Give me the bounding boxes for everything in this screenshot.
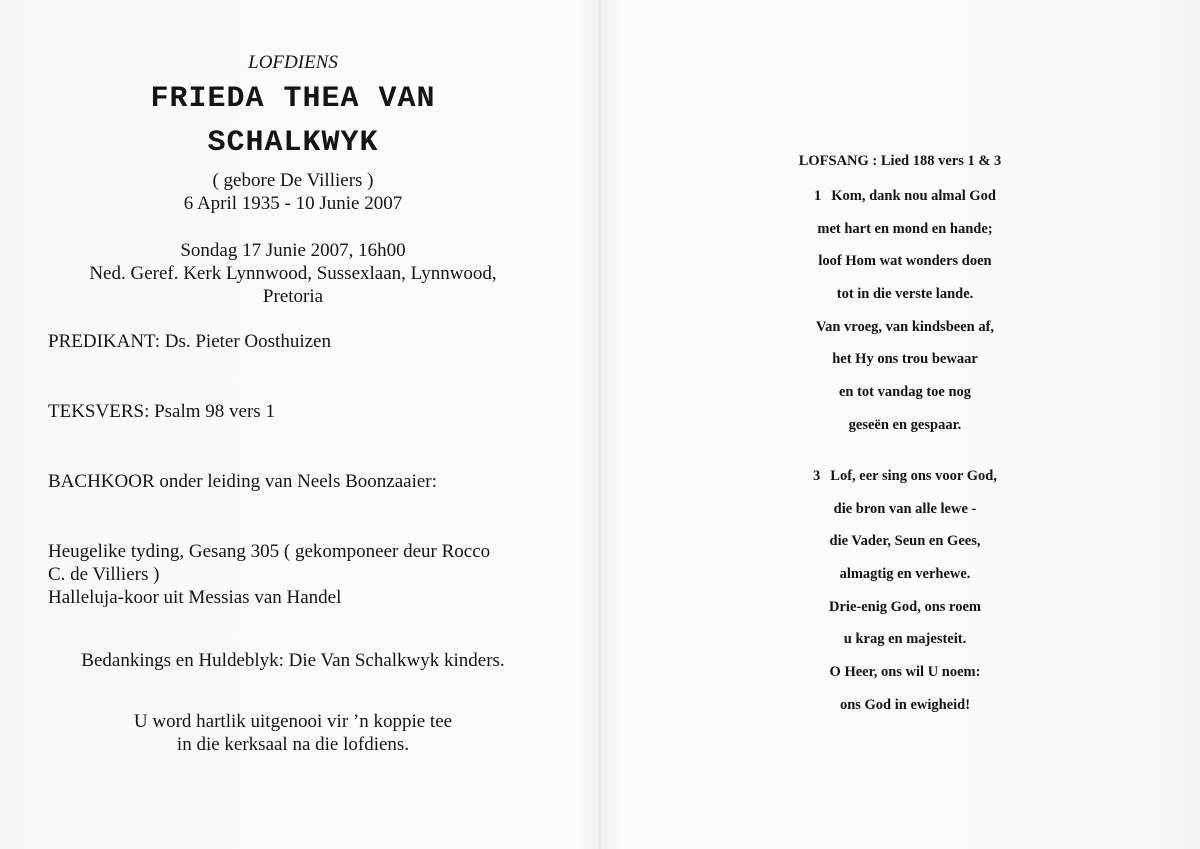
verse-line: O Heer, ons wil U noem: xyxy=(829,664,981,681)
verse-line: ons God in ewigheid! xyxy=(839,696,971,713)
verse-line: tot in die verste lande. xyxy=(836,286,974,303)
music-line: C. de Villiers ) xyxy=(48,564,160,585)
verse-line: het Hy ons trou bewaar xyxy=(832,351,978,368)
verse-line: die bron van alle lewe - xyxy=(833,500,977,517)
service-venue: Ned. Geref. Kerk Lynnwood, Sussexlaan, Lynnwood, xyxy=(89,263,497,284)
verse-line: almagtig en verhewe. xyxy=(839,566,971,583)
predikant-line: PREDIKANT: Ds. Pieter Oosthuizen xyxy=(48,331,331,352)
verse-line: 1 Kom, dank nou almal God xyxy=(813,188,997,204)
verse-line: u krag en majesteit. xyxy=(843,631,967,648)
verse-line: die Vader, Seun en Gees, xyxy=(829,533,981,550)
invitation-line: in die kerksaal na die lofdiens. xyxy=(176,734,410,755)
verse-line: met hart en mond en hande; xyxy=(817,220,993,237)
thanks-line: Bedankings en Huldeblyk: Die Van Schalkwyk kinders. xyxy=(81,650,505,671)
right-page xyxy=(600,0,1200,849)
life-dates: 6 April 1935 - 10 Junie 2007 xyxy=(183,193,403,214)
verse-number: 1 xyxy=(813,188,822,204)
verse-line: loof Hom wat wonders doen xyxy=(818,253,992,270)
invitation-line: U word hartlik uitgenooi vir ’n koppie tee xyxy=(133,711,453,732)
music-line: Halleluja-koor uit Messias van Handel xyxy=(48,587,342,608)
maiden-name: ( gebore De Villiers ) xyxy=(212,170,374,191)
service-city: Pretoria xyxy=(262,286,324,307)
teksvers-line: TEKSVERS: Psalm 98 vers 1 xyxy=(48,401,275,422)
hymn-verse-3 xyxy=(600,466,1200,728)
verse-line: Drie-enig God, ons roem xyxy=(829,598,981,615)
hymn-verse-1 xyxy=(600,186,1200,448)
verse-line: 3 Lof, eer sing ons voor God, xyxy=(813,468,997,484)
verse-line: Van vroeg, van kindsbeen af, xyxy=(815,318,995,335)
service-date: Sondag 17 Junie 2007, 16h00 xyxy=(180,240,406,261)
verse-number: 3 xyxy=(813,468,821,484)
deceased-name-line1: FRIEDA THEA VAN xyxy=(150,82,436,116)
hymn-title: LOFSANG : Lied 188 vers 1 & 3 xyxy=(798,153,1002,169)
service-heading: LOFDIENS xyxy=(248,52,338,73)
music-line: Heugelike tyding, Gesang 305 ( gekomponeer deur Rocco xyxy=(48,541,491,562)
bachkoor-line: BACHKOOR onder leiding van Neels Boonzaaier: xyxy=(48,471,437,492)
deceased-name-line2: SCHALKWYK xyxy=(207,126,379,160)
verse-line: geseën en gespaar. xyxy=(848,416,962,433)
verse-line: en tot vandag toe nog xyxy=(838,384,972,401)
